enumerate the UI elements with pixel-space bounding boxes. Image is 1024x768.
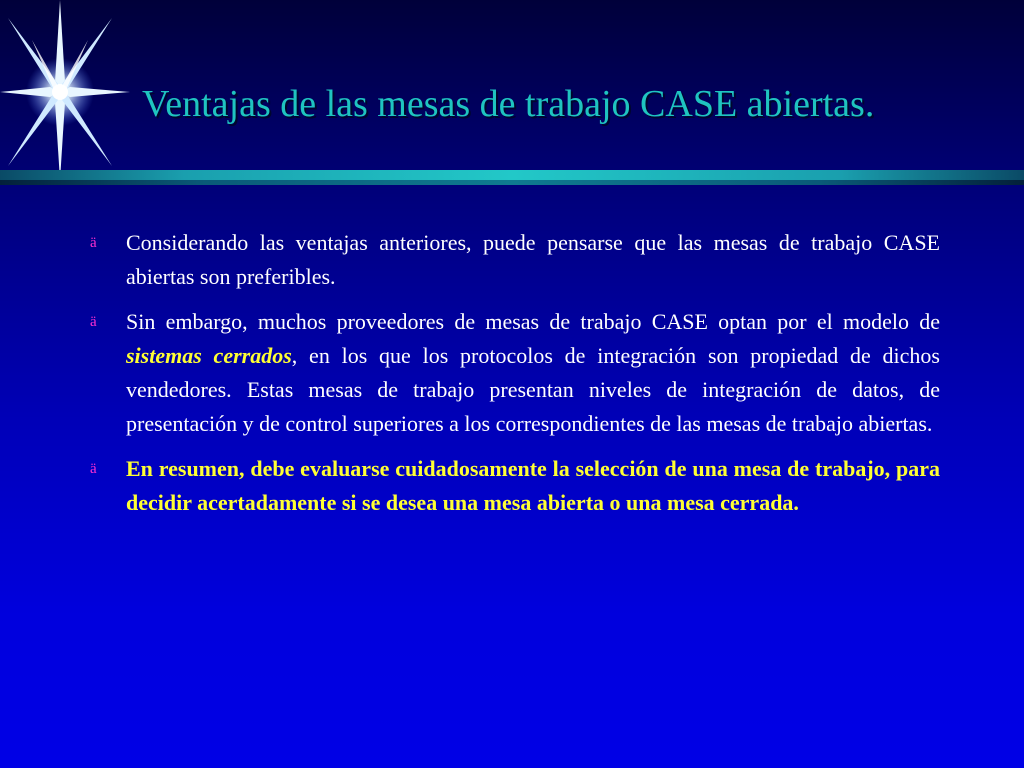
emphasis-text: sistemas cerrados [126, 343, 292, 368]
divider-shadow [0, 180, 1024, 185]
bullet-text-before: Sin embargo, muchos proveedores de mesas de trabajo CASE optan por el modelo de [126, 309, 940, 334]
title-divider [0, 170, 1024, 186]
bullet-text [126, 309, 940, 436]
bullet-text-after: , en los que los protocolos de integración son propiedad de dichos vendedores. Estas mesas de trabajo presentan niveles de integración de datos, de presentación y de control superiores a los correspondientes de las mesas de trabajo abiertas. [126, 343, 940, 436]
bullet-item [80, 305, 940, 441]
bullet-icon: ä [90, 235, 97, 251]
bullet-list [80, 226, 940, 531]
star-burst-icon [0, 0, 130, 180]
slide-title: Ventajas de las mesas de trabajo CASE abiertas. [142, 83, 875, 125]
bullet-text: En resumen, debe evaluarse cuidadosamente la selección de una mesa de trabajo, para decidir acertadamente si se desea una mesa abierta o una mesa cerrada. [126, 456, 940, 515]
bullet-icon: ä [90, 314, 97, 330]
bullet-icon: ä [90, 461, 97, 477]
bullet-item [80, 452, 940, 520]
bullet-text: Considerando las ventajas anteriores, puede pensarse que las mesas de trabajo CASE abiertas son preferibles. [126, 230, 940, 289]
divider-bar [0, 170, 1024, 180]
bullet-item [80, 226, 940, 294]
